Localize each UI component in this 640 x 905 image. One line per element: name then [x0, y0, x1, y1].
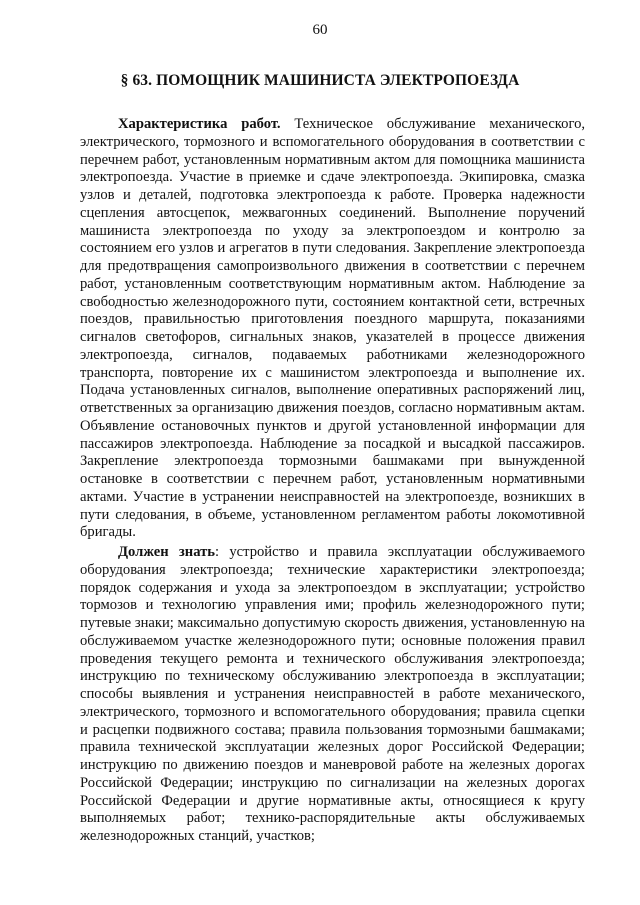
paragraph-must-know — [80, 544, 585, 846]
paragraph-text: : устройство и правила эксплуатации обслуживаемого оборудования электропоезда; технические характеристики электропоезда; порядок содержания и ухода за электропоездом в эксплуатации; устройство тормозов и технологию управления ими; профиль железнодорожного пути; путевые знаки; максимально допустимую скорость движения, установленную на обслуживаемом участке железнодорожного пути; основные положения правил проведения текущего ремонта и технического обслуживания электропоезда; инструкцию по техническому обслуживанию электропоезда в эксплуатации; способы выявления и устранения неисправностей в работе механического, электрического, тормозного и вспомогательного оборудования; правила сцепки и расцепки подвижного состава; правила пользования тормозными башмаками; правила технической эксплуатации железных дорог Российской Федерации; инструкцию по движению поездов и маневровой работе на железных дорогах Российской Федерации; инструкцию по сигнализации на железных дорогах Российской Федерации и другие нормативные акты, относящиеся к кругу выполняемых работ; технико-распорядительные акты обслуживаемых железнодорожных станций, участков; — [80, 544, 586, 844]
paragraph-lead: Характеристика работ. — [118, 116, 281, 132]
paragraph-text: Техническое обслуживание механического, электрического, тормозного и вспомогательного оборудования в соответствии с перечнем работ, установленным нормативным актом для помощника машиниста электропоезда. Участие в приемке и сдаче электропоезда. Экипировка, смазка узлов и деталей, подготовка электропоезда к работе. Проверка надежности сцепления автосцепок, межвагонных соединений. Выполнение поручений машиниста электропоезда по уходу за электропоездом и контролю за состоянием его узлов и агрегатов в пути следования. Закрепление электропоезда для предотвращения самопроизвольного движения в соответствии с перечнем работ, установленным соответствующим нормативным актом. Наблюдение за свободностью железнодорожного пути, состоянием контактной сети, встречных поездов, правильностью приготовления поездного маршрута, показаниями сигналов светофоров, сигнальных знаков, указателей в процессе движения электропоезда, сигналов, подаваемых работниками железнодорожного транспорта, повторение их с машинистом электропоезда и выполнение их. Подача установленных сигналов, выполнение оперативных распоряжений лиц, ответственных за организацию движения поездов, согласно нормативным актам. Объявление остановочных пунктов и другой установленной информации для пассажиров электропоезда. Наблюдение за посадкой и высадкой пассажиров. Закрепление электропоезда тормозными башмаками при вынужденной остановке в соответствии с перечнем работ, установленным нормативными актами. Участие в устранении неисправностей на электропоезде, возникших в пути следования, в объеме, установленном регламентом работы локомотивной бригады. — [80, 116, 586, 541]
section-title: § 63. ПОМОЩНИК МАШИНИСТА ЭЛЕКТРОПОЕЗДА — [120, 72, 520, 89]
page-number: 60 — [312, 22, 328, 38]
document-body — [80, 116, 585, 848]
paragraph-work-characteristics — [80, 116, 585, 542]
paragraph-lead: Должен знать — [118, 544, 216, 560]
